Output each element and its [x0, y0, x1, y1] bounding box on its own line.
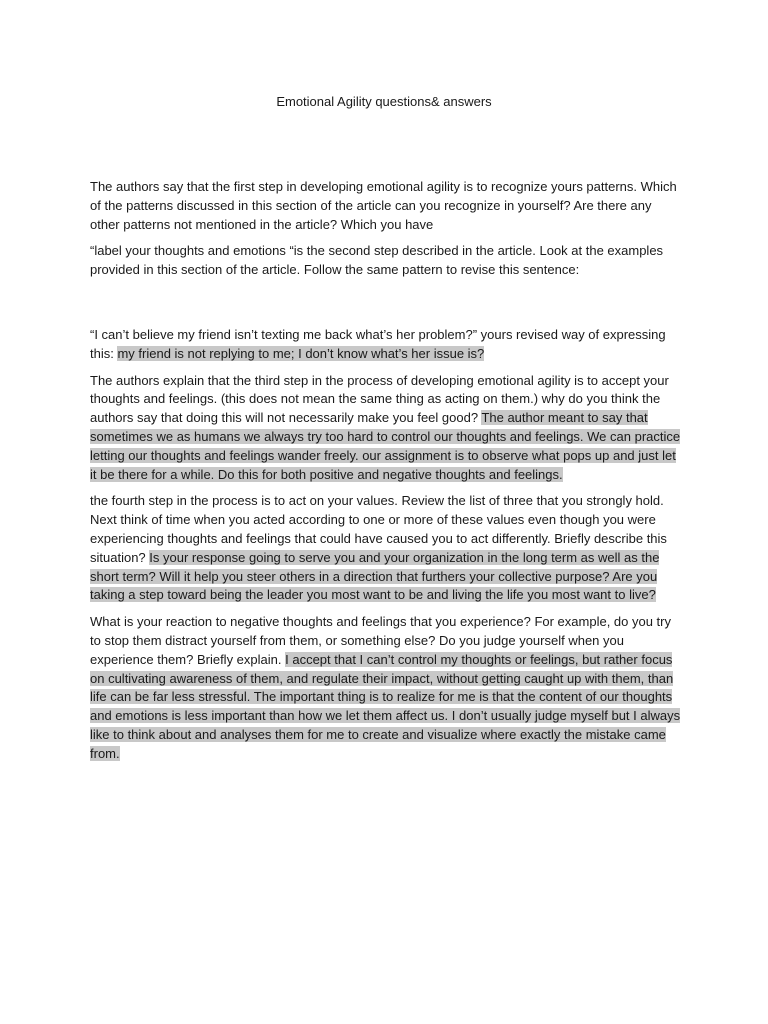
question-text: “I can’t believe my friend isn’t texting me back what’s her problem?” yours revised way of expressing this: [90, 326, 666, 361]
question-text: “label your thoughts and emotions “is the second step described in the article. Look at the examples provided in this section of the article. Follow the same pattern to revise this sentence: [90, 243, 664, 278]
question-text: What is your reaction to negative thoughts and feelings that you experience? For example, do you try to stop them distract yourself from them, or something else? Do you judge yourself when you experience them? Briefly explain. [90, 614, 672, 667]
paragraph-label-thoughts [90, 242, 682, 280]
question-text: The authors explain that the third step in the process of developing emotional agility is to accept your thoughts and feelings. (this does not mean the same thing as acting on them.) why do you think the authors say that doing this will not necessarily make you feel good? [90, 372, 669, 426]
highlighted-answer: my friend is not replying to me; I don’t know what’s her issue is? [117, 345, 485, 361]
paragraph-accept-thoughts [90, 372, 682, 485]
highlighted-answer: The author meant to say that sometimes we as humans we always try too hard to control our thoughts and feelings. We can practice letting our thoughts and feelings wander freely. our assignment is to observe what pops up and just let it be there for a while. Do this for both positive and negative thoughts and feelings. [90, 410, 681, 482]
question-text: The authors say that the first step in developing emotional agility is to recognize yours patterns. Which of the patterns discussed in this section of the article can you recognize in yourself? Are there any other patterns not mentioned in the article? Which you have [90, 179, 677, 232]
highlighted-answer: Is your response going to serve you and your organization in the long term as well as the short term? Will it help you steer others in a direction that furthers your collective purpose? Are you taking a step toward being the leader you most want to be and living the life you most want to live? [90, 549, 660, 603]
document-body [90, 178, 682, 772]
document-title: Emotional Agility questions& answers [276, 94, 492, 109]
paragraph-pattern-recognition [90, 178, 682, 234]
paragraph-act-on-values [90, 492, 682, 605]
highlighted-answer: I accept that I can’t control my thoughts or feelings, but rather focus on cultivating awareness of them, and regulate their impact, without getting caught up with them, than life can be far less stressful. The important thing is to realize for me is that the content of our thoughts and emotions is less important than how we let them affect us. I don’t usually judge myself but I always like to think about and analyses them for me to create and visualize where exactly the mistake came from. [90, 651, 681, 761]
paragraph-negative-thoughts [90, 613, 682, 763]
question-text: the fourth step in the process is to act on your values. Review the list of three that you strongly hold. Next think of time when you acted according to one or more of these values even though you were experiencing thoughts and feelings that could have caused you to act differently. Briefly describe this situation? [90, 493, 667, 565]
paragraph-revised-sentence [90, 326, 682, 364]
